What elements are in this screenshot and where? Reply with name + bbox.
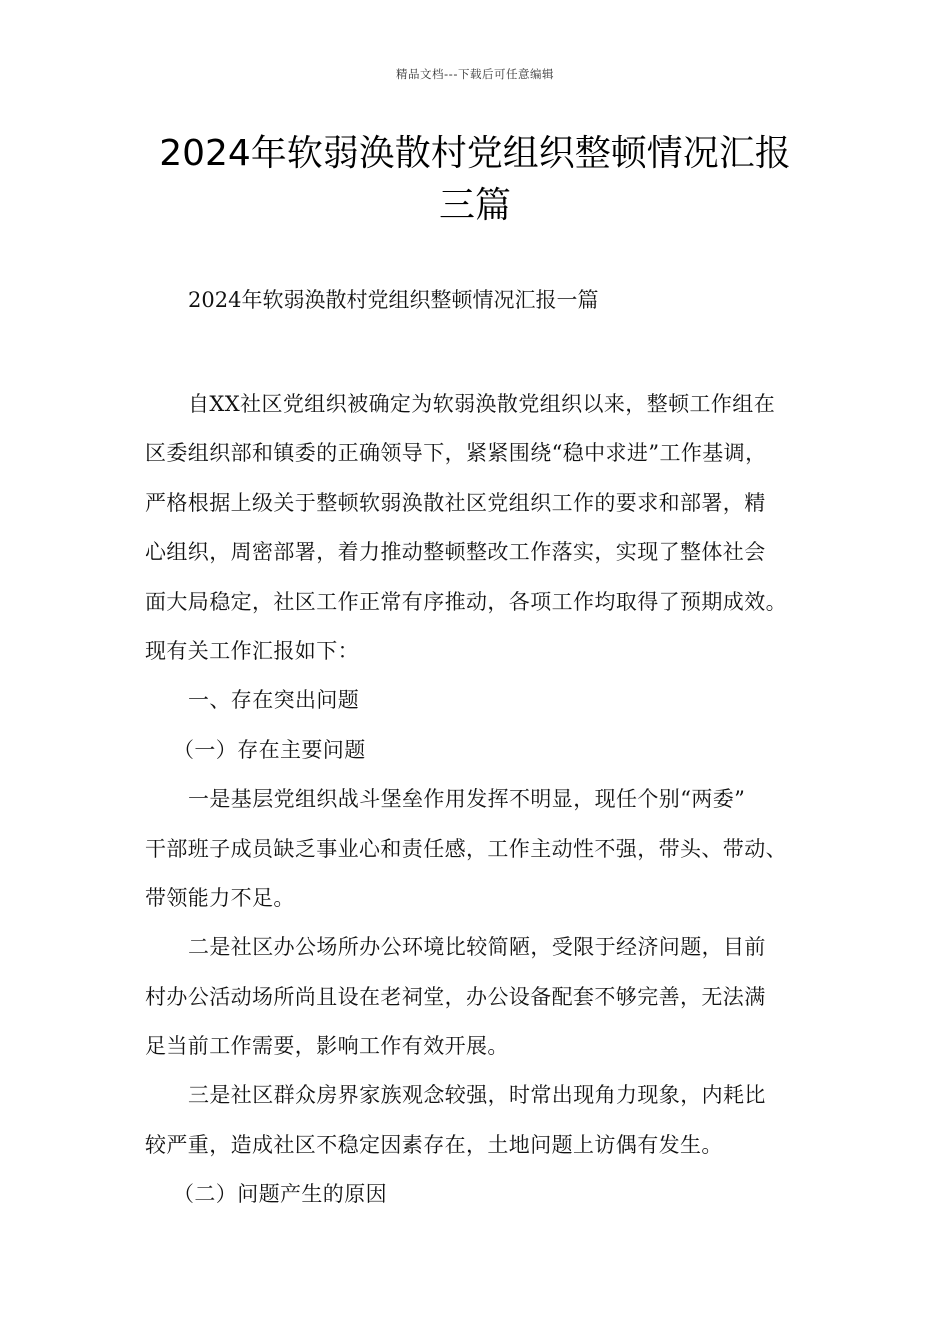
title-line-2: 三篇 bbox=[438, 185, 511, 226]
body-line: 自XX社区党组织被确定为软弱涣散党组织以来，整顿工作组在 bbox=[188, 392, 776, 416]
body-line: 面大局稳定，社区工作正常有序推动，各项工作均取得了预期成效。 bbox=[145, 589, 787, 614]
header-note: 精品文档---下载后可任意编辑 bbox=[396, 67, 554, 81]
body-line: 三是社区群众房界家族观念较强，时常出现角力现象，内耗比 bbox=[188, 1083, 766, 1108]
body-line: 现有关工作汇报如下： bbox=[145, 638, 359, 663]
title-line-1: 2024年软弱涣散村党组织整顿情况汇报 bbox=[159, 133, 791, 174]
body-line: 区委组织部和镇委的正确领导下，紧紧围绕“稳中求进”工作基调， bbox=[145, 441, 767, 466]
document-title bbox=[130, 128, 820, 232]
body-line: 足当前工作需要，影响工作有效开展。 bbox=[145, 1034, 509, 1059]
body-line: 一是基层党组织战斗堡垒作用发挥不明显，现任个别“两委” bbox=[188, 787, 746, 812]
body-line: 较严重，造成社区不稳定因素存在，土地问题上访偶有发生。 bbox=[145, 1132, 723, 1157]
body-line: 心组织，周密部署，着力推动整顿整改工作落实，实现了整体社会 bbox=[145, 540, 766, 565]
subsection-heading: （二）问题产生的原因 bbox=[173, 1182, 387, 1207]
body-line: 村办公活动场所尚且设在老祠堂，办公设备配套不够完善，无法满 bbox=[145, 984, 766, 1009]
section-subtitle: 2024年软弱涣散村党组织整顿情况汇报一篇 bbox=[188, 288, 599, 312]
body-line: 二是社区办公场所办公环境比较简陋，受限于经济问题，目前 bbox=[188, 935, 766, 960]
section-heading: 一、存在突出问题 bbox=[188, 688, 360, 713]
document-body bbox=[145, 380, 835, 1220]
body-line: 带领能力不足。 bbox=[145, 885, 295, 910]
body-line: 干部班子成员缺乏事业心和责任感，工作主动性不强，带头、带动、 bbox=[145, 836, 787, 861]
body-line: 严格根据上级关于整顿软弱涣散社区党组织工作的要求和部署，精 bbox=[145, 490, 766, 515]
subsection-heading: （一）存在主要问题 bbox=[173, 737, 366, 762]
